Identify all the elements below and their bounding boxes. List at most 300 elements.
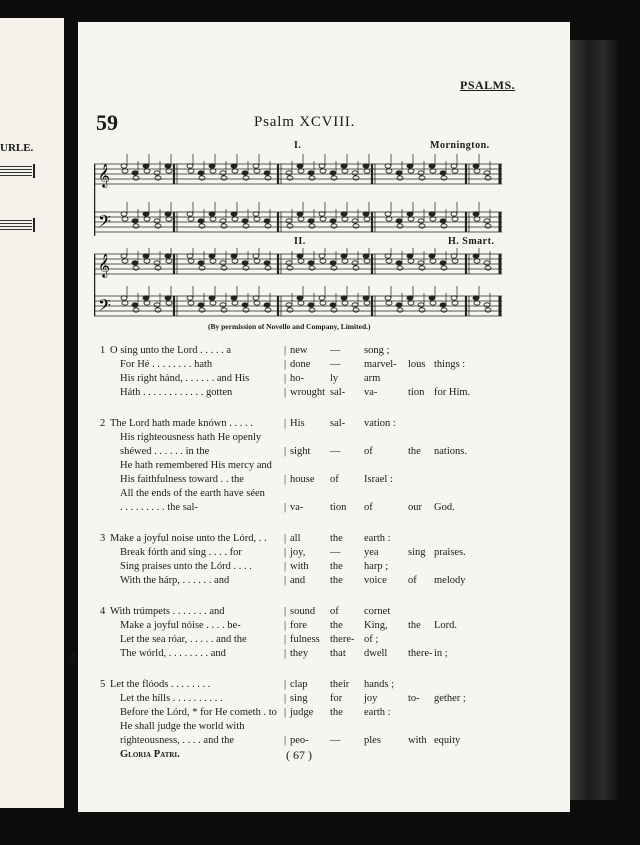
note-head <box>440 261 446 265</box>
chant-syllable: — <box>330 345 341 356</box>
note-head <box>232 169 238 173</box>
note-head <box>298 169 304 173</box>
note-head <box>451 164 457 168</box>
chant-syllable: va- <box>290 502 304 513</box>
note-head <box>297 296 303 300</box>
note-head <box>155 176 161 180</box>
note-head <box>441 176 447 180</box>
chant-syllable: tion <box>330 502 347 513</box>
note-head <box>210 301 216 305</box>
note-head <box>331 266 337 270</box>
note-head <box>121 164 127 168</box>
chant-syllable: the <box>330 533 343 544</box>
note-head <box>386 301 392 305</box>
note-head <box>209 296 215 300</box>
chant-syllable: our <box>408 502 422 513</box>
chant-syllable: judge <box>290 707 314 718</box>
note-head <box>297 254 303 258</box>
bar-mark: | <box>284 693 287 704</box>
note-head <box>199 224 205 228</box>
note-head <box>452 217 458 221</box>
note-head <box>253 296 259 300</box>
note-head <box>144 259 150 263</box>
chant-syllable: arm <box>364 373 381 384</box>
psalm-number: 59 <box>96 110 118 135</box>
chant-syllable: fore <box>290 620 307 631</box>
note-head <box>165 296 171 300</box>
note-head <box>309 266 315 270</box>
note-head <box>352 261 358 265</box>
note-head <box>441 224 447 228</box>
bar-mark: | <box>284 547 287 558</box>
verse-number: 3 <box>100 533 106 544</box>
chant-syllable: that <box>330 648 346 659</box>
chant-syllable: of <box>364 446 373 457</box>
hymnal-page <box>78 22 570 812</box>
note-head <box>386 217 392 221</box>
note-head <box>165 254 171 258</box>
note-head <box>352 219 358 223</box>
chant-syllable: for <box>330 693 343 704</box>
note-head <box>485 308 491 312</box>
note-head <box>155 224 161 228</box>
note-head <box>320 169 326 173</box>
bar-mark: | <box>284 446 287 457</box>
note-head <box>264 219 270 223</box>
chant-syllable: God. <box>434 502 455 513</box>
chant-syllable: in ; <box>434 648 448 659</box>
note-head <box>144 217 150 221</box>
note-head <box>122 301 128 305</box>
note-head <box>331 224 337 228</box>
note-head <box>132 219 138 223</box>
note-head <box>264 261 270 265</box>
note-head <box>407 164 413 168</box>
chant-syllable: the <box>330 620 343 631</box>
note-head <box>210 169 216 173</box>
facing-page-fragment <box>0 18 64 808</box>
chant-syllable: of ; <box>364 634 379 645</box>
note-head <box>188 259 194 263</box>
note-head <box>429 212 435 216</box>
psalm-title: Psalm XCVIII. <box>254 114 356 130</box>
chant-syllable: va- <box>364 387 378 398</box>
chant-syllable: sing <box>408 547 426 558</box>
bar-mark: | <box>284 533 287 544</box>
note-head <box>418 171 424 175</box>
note-head <box>254 217 260 221</box>
chant-syllable: with <box>290 561 309 572</box>
note-head <box>308 219 314 223</box>
note-head <box>188 301 194 305</box>
chant-line <box>78 619 570 633</box>
chant-line <box>78 344 570 358</box>
bar-mark: | <box>284 679 287 690</box>
chant-text-line: His faithfulness toward . . the <box>120 474 244 485</box>
note-head <box>341 254 347 258</box>
note-head <box>264 171 270 175</box>
note-head <box>287 308 293 312</box>
chant-line <box>78 678 570 692</box>
chant-line <box>78 459 570 473</box>
note-head <box>265 266 271 270</box>
note-head <box>474 259 480 263</box>
bar-mark: | <box>284 735 287 746</box>
note-head <box>408 217 414 221</box>
note-head <box>452 169 458 173</box>
note-head <box>353 266 359 270</box>
chant-syllable: the <box>330 561 343 572</box>
note-head <box>155 266 161 270</box>
note-head <box>363 212 369 216</box>
note-head <box>353 308 359 312</box>
note-head <box>385 296 391 300</box>
note-head <box>121 212 127 216</box>
chant-line <box>78 605 570 619</box>
note-head <box>253 164 259 168</box>
note-head <box>430 259 436 263</box>
left-staff-2 <box>0 218 32 232</box>
note-head <box>166 259 172 263</box>
note-head <box>396 261 402 265</box>
note-head <box>253 254 259 258</box>
chant-syllable: the <box>408 446 421 457</box>
note-head <box>484 303 490 307</box>
note-head <box>198 303 204 307</box>
note-head <box>286 219 292 223</box>
music-system-2 <box>94 248 504 322</box>
note-head <box>419 224 425 228</box>
note-head <box>331 176 337 180</box>
note-head <box>221 224 227 228</box>
bar-mark: | <box>284 620 287 631</box>
note-head <box>319 164 325 168</box>
note-head <box>419 176 425 180</box>
chant-syllable: for Him. <box>434 387 471 398</box>
note-head <box>122 169 128 173</box>
bar-mark: | <box>284 502 287 513</box>
chant-syllable: His <box>290 418 305 429</box>
bar-mark: | <box>284 359 287 370</box>
chant-line <box>78 501 570 515</box>
note-head <box>154 303 160 307</box>
chant-text-line: With trúmpets . . . . . . . and <box>110 606 225 617</box>
note-head <box>319 212 325 216</box>
chant-syllable: hands ; <box>364 679 395 690</box>
chant-syllable: house <box>290 474 315 485</box>
bar-mark: | <box>284 707 287 718</box>
chant-text-line: The Lord hath made knówn . . . . . <box>110 418 253 429</box>
chant-text-line: Let the sea róar, . . . . . and the <box>120 634 247 645</box>
note-head <box>287 176 293 180</box>
note-head <box>165 164 171 168</box>
note-head <box>231 296 237 300</box>
running-title: PSALMS. <box>460 78 516 92</box>
note-head <box>243 308 249 312</box>
chant-syllable: gether ; <box>434 693 466 704</box>
note-head <box>319 254 325 258</box>
note-head <box>121 254 127 258</box>
book-spine <box>570 40 618 800</box>
chant-text-line: Before the Lórd, * for He cometh . to <box>120 707 277 718</box>
left-page-text: URLE. <box>0 142 34 154</box>
chant-syllable: peo- <box>290 735 309 746</box>
note-head <box>242 303 248 307</box>
note-head <box>341 296 347 300</box>
note-head <box>286 303 292 307</box>
chant-text-line: shéwed . . . . . . in the <box>120 446 210 457</box>
chant-syllable: new <box>290 345 308 356</box>
chant-syllable: melody <box>434 575 466 586</box>
note-head <box>308 171 314 175</box>
chant-line <box>78 720 570 734</box>
note-head <box>396 171 402 175</box>
note-head <box>309 308 315 312</box>
note-head <box>133 224 139 228</box>
chant-line <box>78 546 570 560</box>
note-head <box>396 303 402 307</box>
chant-syllable: sound <box>290 606 316 617</box>
note-head <box>220 171 226 175</box>
chant-syllable: the <box>330 575 343 586</box>
note-head <box>419 308 425 312</box>
chant-text-line: Háth . . . . . . . . . . . . gotten <box>120 387 233 398</box>
note-head <box>308 261 314 265</box>
ink-blot <box>68 652 77 667</box>
chant-line <box>78 560 570 574</box>
note-head <box>397 176 403 180</box>
note-head <box>166 301 172 305</box>
bass-clef: 𝄢 <box>98 295 111 319</box>
chant-line <box>78 706 570 720</box>
chant-syllable: sing <box>290 693 308 704</box>
note-head <box>452 259 458 263</box>
note-head <box>166 217 172 221</box>
tune-1-numeral: I. <box>294 140 302 151</box>
note-head <box>407 212 413 216</box>
note-head <box>297 164 303 168</box>
chant-syllable: ples <box>364 735 381 746</box>
note-head <box>187 164 193 168</box>
note-head <box>440 171 446 175</box>
chant-text-line: With the hárp, . . . . . . and <box>120 575 230 586</box>
chant-text-line: Make a joyful nóise . . . . be- <box>120 620 241 631</box>
note-head <box>473 164 479 168</box>
note-head <box>308 303 314 307</box>
chant-syllable: of <box>364 502 373 513</box>
note-head <box>122 217 128 221</box>
chant-syllable: Lord. <box>434 620 458 631</box>
chant-text-line: Let the flóods . . . . . . . . <box>110 679 211 690</box>
chant-text-line: Gloria Patri. <box>120 749 180 760</box>
chant-line <box>78 473 570 487</box>
tune-1-name: Mornington. <box>430 140 490 151</box>
note-head <box>265 224 271 228</box>
left-staff-1 <box>0 164 32 178</box>
bar-mark: | <box>284 561 287 572</box>
bar-mark: | <box>284 648 287 659</box>
chant-syllable: there- <box>408 648 433 659</box>
chant-text-line: Sing praises unto the Lórd . . . . <box>120 561 252 572</box>
chant-syllable: harp ; <box>364 561 389 572</box>
chant-syllable: all <box>290 533 301 544</box>
chant-line <box>78 431 570 445</box>
chant-syllable: voice <box>364 575 387 586</box>
note-head <box>484 171 490 175</box>
chant-syllable: sal- <box>330 387 346 398</box>
chant-syllable: earth : <box>364 533 391 544</box>
chant-line <box>78 386 570 400</box>
note-head <box>221 266 227 270</box>
chant-text-line: Break fórth and sing . . . . for <box>120 547 242 558</box>
note-head <box>133 176 139 180</box>
note-head <box>143 296 149 300</box>
note-head <box>386 169 392 173</box>
note-head <box>364 169 370 173</box>
note-head <box>143 254 149 258</box>
chant-text-line: Make a joyful noise unto the Lórd, . . <box>110 533 267 544</box>
note-head <box>220 261 226 265</box>
chant-syllable: sal- <box>330 418 346 429</box>
note-head <box>341 164 347 168</box>
chant-syllable: Israel : <box>364 474 393 485</box>
chant-line <box>78 734 570 748</box>
note-head <box>407 254 413 258</box>
permission-note: (By permission of Novello and Company, Limited.) <box>208 322 371 331</box>
bass-clef: 𝄢 <box>98 211 111 235</box>
note-head <box>144 301 150 305</box>
note-head <box>485 224 491 228</box>
note-head <box>298 259 304 263</box>
note-head <box>397 224 403 228</box>
note-head <box>265 308 271 312</box>
chant-syllable: of <box>330 474 339 485</box>
bar-mark: | <box>284 418 287 429</box>
note-head <box>473 212 479 216</box>
note-head <box>232 217 238 221</box>
note-head <box>363 296 369 300</box>
note-head <box>232 259 238 263</box>
note-head <box>132 303 138 307</box>
note-head <box>386 259 392 263</box>
note-head <box>441 266 447 270</box>
chant-syllable: sight <box>290 446 311 457</box>
chant-line <box>78 417 570 431</box>
note-head <box>363 254 369 258</box>
chant-syllable: done <box>290 359 311 370</box>
note-head <box>287 266 293 270</box>
note-head <box>364 301 370 305</box>
note-head <box>220 219 226 223</box>
note-head <box>166 169 172 173</box>
note-head <box>298 301 304 305</box>
note-head <box>451 212 457 216</box>
note-head <box>264 303 270 307</box>
note-head <box>231 254 237 258</box>
note-head <box>132 261 138 265</box>
bar-mark: | <box>284 345 287 356</box>
note-head <box>408 259 414 263</box>
note-head <box>418 303 424 307</box>
music-system-1 <box>94 150 504 250</box>
verse-number: 5 <box>100 679 106 690</box>
note-head <box>364 217 370 221</box>
note-head <box>419 266 425 270</box>
treble-clef: 𝄞 <box>98 253 110 277</box>
note-head <box>133 308 139 312</box>
note-head <box>407 296 413 300</box>
note-head <box>474 301 480 305</box>
note-head <box>199 176 205 180</box>
note-head <box>330 303 336 307</box>
note-head <box>385 254 391 258</box>
chant-syllable: the <box>330 707 343 718</box>
note-head <box>440 219 446 223</box>
note-head <box>210 259 216 263</box>
note-head <box>198 261 204 265</box>
note-head <box>188 169 194 173</box>
note-head <box>320 301 326 305</box>
chant-syllable: tion <box>408 387 425 398</box>
note-head <box>187 296 193 300</box>
note-head <box>144 169 150 173</box>
chant-syllable: they <box>290 648 309 659</box>
note-head <box>286 261 292 265</box>
note-head <box>286 171 292 175</box>
note-head <box>320 259 326 263</box>
chant-syllable: marvel- <box>364 359 397 370</box>
note-head <box>485 266 491 270</box>
chant-line <box>78 487 570 501</box>
chant-syllable: praises. <box>434 547 466 558</box>
note-head <box>474 217 480 221</box>
chant-line <box>78 748 570 762</box>
chant-syllable: the <box>408 620 421 631</box>
verse-number: 2 <box>100 418 106 429</box>
note-head <box>210 217 216 221</box>
note-head <box>429 296 435 300</box>
note-head <box>330 219 336 223</box>
chant-line <box>78 532 570 546</box>
note-head <box>232 301 238 305</box>
note-head <box>320 217 326 221</box>
chant-syllable: fulness <box>290 634 320 645</box>
note-head <box>298 217 304 221</box>
chant-syllable: nations. <box>434 446 467 457</box>
chant-syllable: clap <box>290 679 308 690</box>
note-head <box>254 259 260 263</box>
note-head <box>220 303 226 307</box>
note-head <box>209 164 215 168</box>
bar-mark: | <box>284 575 287 586</box>
chant-line <box>78 633 570 647</box>
note-head <box>418 219 424 223</box>
note-head <box>352 303 358 307</box>
note-head <box>209 254 215 258</box>
chant-line <box>78 692 570 706</box>
note-head <box>451 296 457 300</box>
note-head <box>143 212 149 216</box>
chant-syllable: joy <box>364 693 378 704</box>
verse-number: 1 <box>100 345 106 356</box>
bar-mark: | <box>284 373 287 384</box>
chant-line <box>78 647 570 661</box>
note-head <box>309 176 315 180</box>
note-head <box>331 308 337 312</box>
chant-syllable: lous <box>408 359 426 370</box>
note-head <box>396 219 402 223</box>
bar-mark: | <box>284 606 287 617</box>
